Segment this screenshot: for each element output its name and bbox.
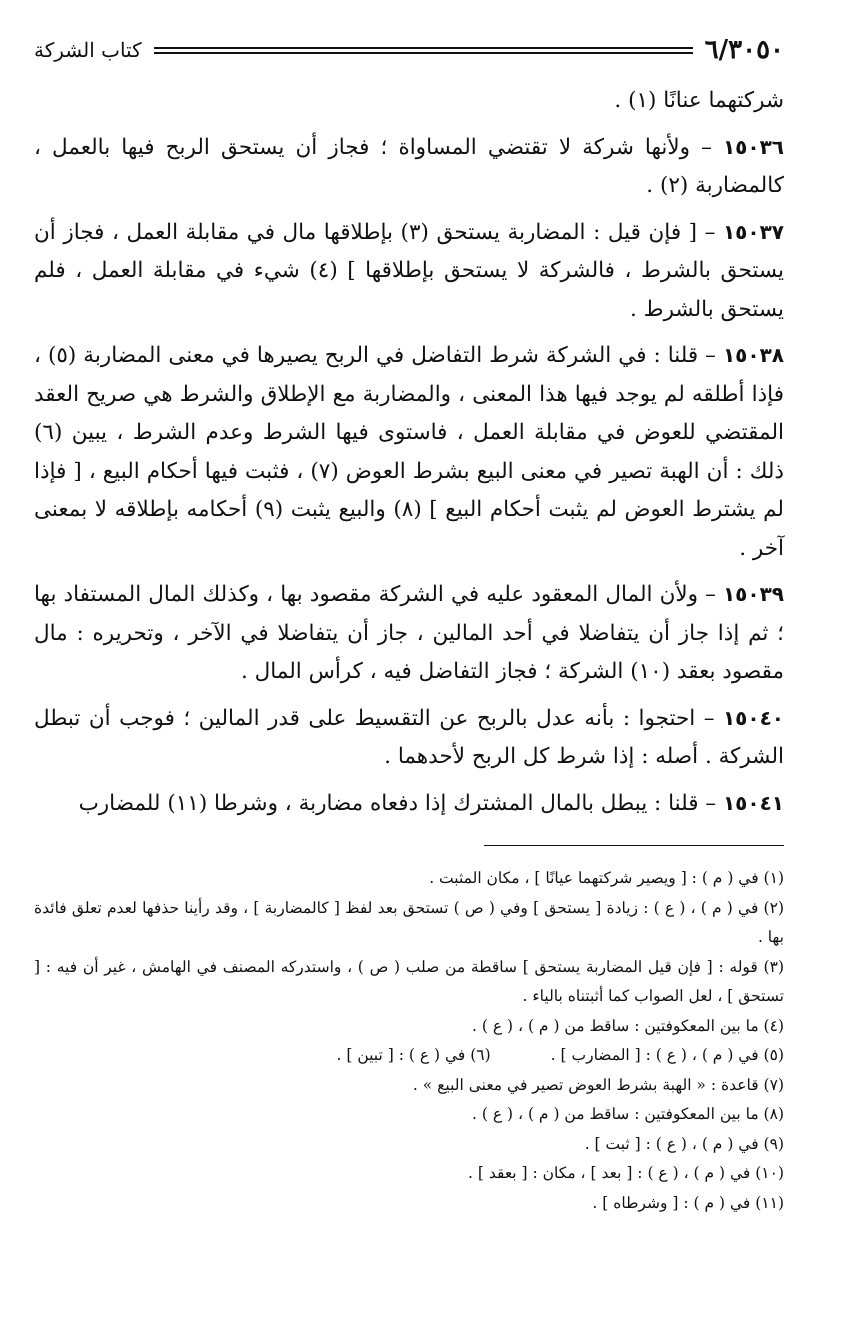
book-title: كتاب الشركة xyxy=(34,38,142,62)
paragraph xyxy=(34,699,784,777)
paragraph-text: – ولأن المال المعقود عليه في الشركة مقصود بها ، وكذلك المال المستفاد بها ؛ ثم إذا جاز أن يتفاضلا في أحد المالين ، جاز أن يتفاضلا في الآخر ، وتحريره : مال مقصود بعقد (١٠) الشركة ؛ فجاز التفاضل فيه ، كرأس المال . xyxy=(34,582,785,684)
paragraph-number: ١٥٠٣٧ xyxy=(722,219,784,244)
header-rule xyxy=(154,47,693,54)
paragraph-text: – [ فإن قيل : المضاربة يستحق (٣) بإطلاقها مال في مقابلة العمل ، فجاز أن يستحق بالشرط ، فالشركة لا يستحق بإطلاقها ] (٤) شيء في مقابلة العمل ، فلم يستحق بالشرط . xyxy=(34,219,784,322)
page-number: ٦/٣٠٥٠ xyxy=(704,35,784,65)
footnote: (٩) في ( م ) ، ( ع ) : [ ثبت ] . xyxy=(584,1134,784,1153)
footnotes xyxy=(34,864,784,1218)
footnote: (٥) في ( م ) ، ( ع ) : [ المضارب ] . xyxy=(550,1046,784,1064)
footnote: (٨) ما بين المعكوفتين : ساقط من ( م ) ، ( ع ) . xyxy=(472,1105,784,1123)
footnote: (٧) قاعدة : « الهبة بشرط العوض تصير في معنى البيع » . xyxy=(412,1075,784,1094)
paragraph-number: ١٥٠٣٦ xyxy=(722,134,784,159)
footnote: (١٠) في ( م ) ، ( ع ) : [ بعد ] ، مكان : [ بعقد ] . xyxy=(468,1164,784,1182)
footnote: (١١) في ( م ) : [ وشرطاه ] . xyxy=(592,1193,784,1212)
footnote: (٤) ما بين المعكوفتين : ساقط من ( م ) ، ( ع ) . xyxy=(472,1016,784,1035)
page-header xyxy=(34,30,784,70)
paragraph-number: ١٥٠٣٨ xyxy=(722,343,784,367)
paragraph-text: – قلنا : يبطل بالمال المشترك إذا دفعاه مضاربة ، وشرطا (١١) للمضارب xyxy=(78,790,723,816)
paragraph xyxy=(34,575,784,692)
page xyxy=(34,30,784,1218)
paragraph-number: ١٥٠٤١ xyxy=(722,790,784,815)
paragraph xyxy=(34,213,784,330)
paragraph xyxy=(34,336,784,568)
paragraph-text: – قلنا : في الشركة شرط التفاضل في الربح يصيرها في معنى المضاربة (٥) ، فإذا أطلقه لم يوجد فيها هذا المعنى ، والمضاربة مع الإطلاق والشرط هي صريح العقد المقتضي للعوض في مقابلة العمل ، فاستوى فيها الشرط وعدم الشرط ، يبين (٦) ذلك : أن الهبة تصير في معنى البيع بشرط العوض (٧) ، فثبت فيها أحكام البيع ، [ فإذا لم يشترط العوض لم يثبت أحكام البيع ] (٨) والبيع يثبت (٩) أحكامه بإطلاقه لا بمعنى آخر . xyxy=(34,343,784,561)
footnote: (٢) في ( م ) ، ( ع ) : زيادة [ يستحق ] وفي ( ص ) تستحق بعد لفظ [ كالمضاربة ] ، وقد رأينا حذفها لعدم تعلق فائدة بها . xyxy=(34,898,784,946)
paragraph-text: شركتهما عنانًا (١) . xyxy=(614,88,784,113)
paragraph-number: ١٥٠٣٩ xyxy=(722,582,784,606)
footnote: (٣) قوله : [ فإن قيل المضاربة يستحق ] ساقطة من صلب ( ص ) ، واستدركه المصنف في الهامش ، غير أن فيه : [ تستحق ] ، لعل الصواب كما أثبتناه بالياء . xyxy=(34,957,784,1005)
main-text xyxy=(34,82,784,823)
paragraph-text: – ولأنها شركة لا تقتضي المساواة ؛ فجاز أن يستحق الربح فيها بالعمل ، كالمضاربة (٢) . xyxy=(34,134,784,198)
paragraph-number: ١٥٠٤٠ xyxy=(722,705,784,730)
paragraph xyxy=(34,128,784,206)
paragraph xyxy=(34,784,784,824)
footnote: (٦) في ( ع ) : [ تبين ] . xyxy=(336,1046,491,1064)
footnote: (١) في ( م ) : [ ويصير شركتهما عيانًا ] ، مكان المثبت . xyxy=(429,869,784,887)
footnote-row xyxy=(34,1041,784,1071)
paragraph-text: – احتجوا : بأنه عدل بالربح عن التقسيط على قدر المالين ؛ فوجب أن تبطل الشركة . أصله : إذا شرط كل الربح لأحدهما . xyxy=(34,705,784,769)
paragraph xyxy=(34,82,784,121)
footnote-separator xyxy=(484,845,784,846)
